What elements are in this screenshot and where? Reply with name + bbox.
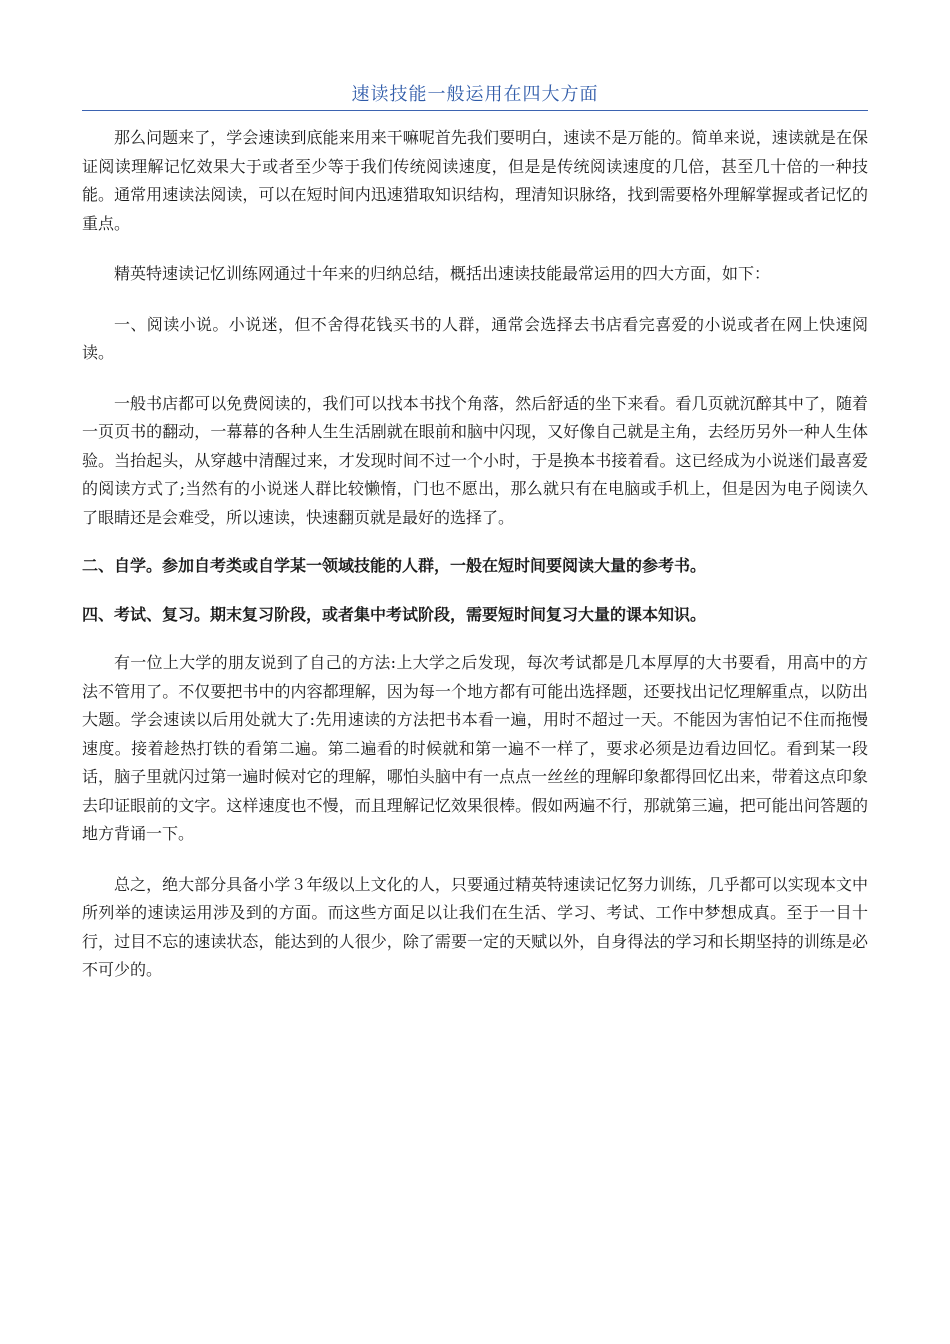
paragraph-college-friend: 有一位上大学的朋友说到了自己的方法:上大学之后发现，每次考试都是几本厚厚的大书要看，用高中的方法不管用了。不仅要把书中的内容都理解，因为每一个地方都有可能出选择题，还要找出记忆理解重点，以防出大题。学会速读以后用处就大了:先用速读的方法把书本看一遍，用时不超过一天。不能因为害怕记不住而拖慢速度。接着趁热打铁的看第二遍。第二遍看的时候就和第一遍不一样了，要求必须是边看边回忆。看到某一段话，脑子里就闪过第一遍时候对它的理解，哪怕头脑中有一点点一丝丝的理解印象都得回忆出来，带着这点印象去印证眼前的文字。这样速度也不慢，而且理解记忆效果很棒。假如两遍不行，那就第三遍，把可能出问答题的地方背诵一下。	[82, 653, 868, 843]
heading-exam-review: 四、考试、复习。期末复习阶段，或者集中考试阶段，需要短时间复习大量的课本知识。	[82, 604, 707, 624]
document-body	[82, 124, 868, 985]
page-title: 速读技能一般运用在四大方面	[351, 84, 599, 105]
paragraph-conclusion: 总之，绝大部分具备小学３年级以上文化的人，只要通过精英特速读记忆努力训练，几乎都可以实现本文中所列举的速读运用涉及到的方面。而这些方面足以让我们在生活、学习、考试、工作中梦想成真。至于一目十行，过目不忘的速读状态，能达到的人很少，除了需要一定的天赋以外，自身得法的学习和长期坚持的训练是必不可少的。	[82, 874, 868, 979]
paragraph-reading-novels: 一、阅读小说。小说迷，但不舍得花钱买书的人群，通常会选择去书店看完喜爱的小说或者在网上快速阅读。	[82, 314, 868, 362]
heading-self-study: 二、自学。参加自考类或自学某一领域技能的人群，一般在短时间要阅读大量的参考书。	[82, 556, 707, 575]
page-header	[82, 80, 868, 111]
paragraph-bookstore: 一般书店都可以免费阅读的，我们可以找本书找个角落，然后舒适的坐下来看。看几页就沉醉其中了，随着一页页书的翻动，一幕幕的各种人生生活剧就在眼前和脑中闪现，又好像自己就是主角，去经历另外一种人生体验。当抬起头，从穿越中清醒过来，才发现时间不过一个小时，于是换本书接着看。这已经成为小说迷们最喜爱的阅读方式了;当然有的小说迷人群比较懒惰，门也不愿出，那么就只有在电脑或手机上，但是因为电子阅读久了眼睛还是会难受，所以速读，快速翻页就是最好的选择了。	[82, 393, 868, 527]
paragraph-intro: 那么问题来了，学会速读到底能来用来干嘛呢首先我们要明白，速读不是万能的。简单来说，速读就是在保证阅读理解记忆效果大于或者至少等于我们传统阅读速度，但是是传统阅读速度的几倍，甚至几十倍的一种技能。通常用速读法阅读，可以在短时间内迅速猎取知识结构，理清知识脉络，找到需要格外理解掌握或者记忆的重点。	[82, 128, 868, 233]
paragraph-summary: 精英特速读记忆训练网通过十年来的归纳总结，概括出速读技能最常运用的四大方面，如下：	[114, 264, 771, 283]
